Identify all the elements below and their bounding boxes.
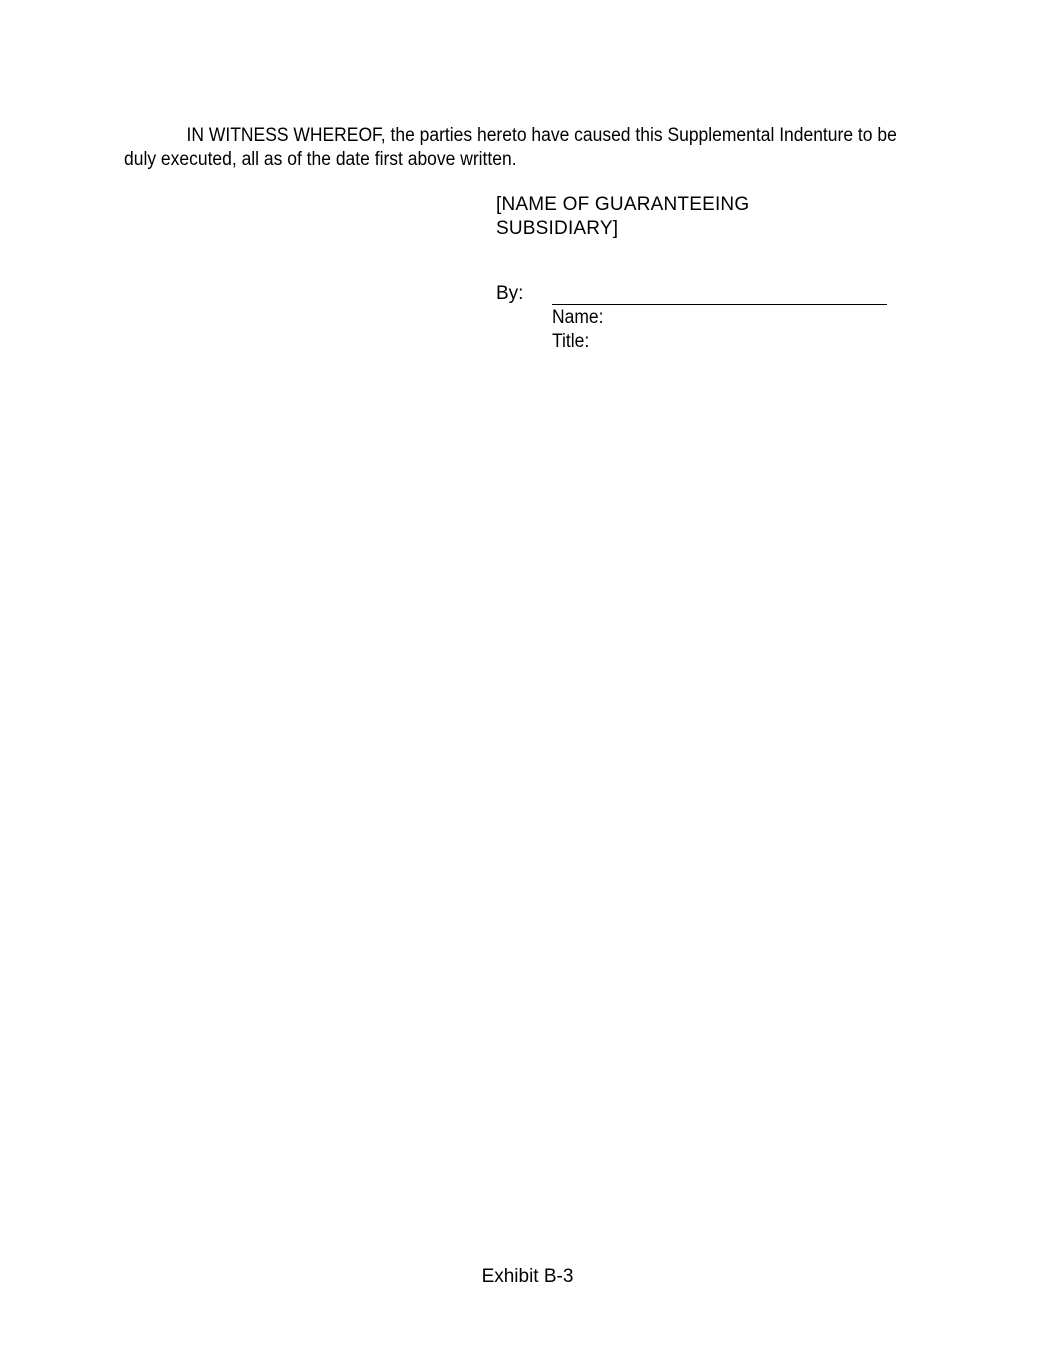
signature-block — [496, 193, 916, 352]
title-label: Title: — [552, 331, 590, 352]
name-label: Name: — [552, 307, 604, 328]
by-label: By: — [496, 283, 524, 304]
witness-paragraph-text: IN WITNESS WHEREOF, the parties hereto have caused this Supplemental Indenture to be duly executed, all as of the date first above written. — [124, 125, 897, 170]
signature-line — [552, 304, 887, 305]
witness-paragraph — [124, 124, 932, 172]
page-footer: Exhibit B-3 — [481, 1266, 574, 1287]
by-row — [496, 282, 916, 306]
guaranteeing-subsidiary-name: [NAME OF GUARANTEEING SUBSIDIARY] — [496, 194, 750, 239]
